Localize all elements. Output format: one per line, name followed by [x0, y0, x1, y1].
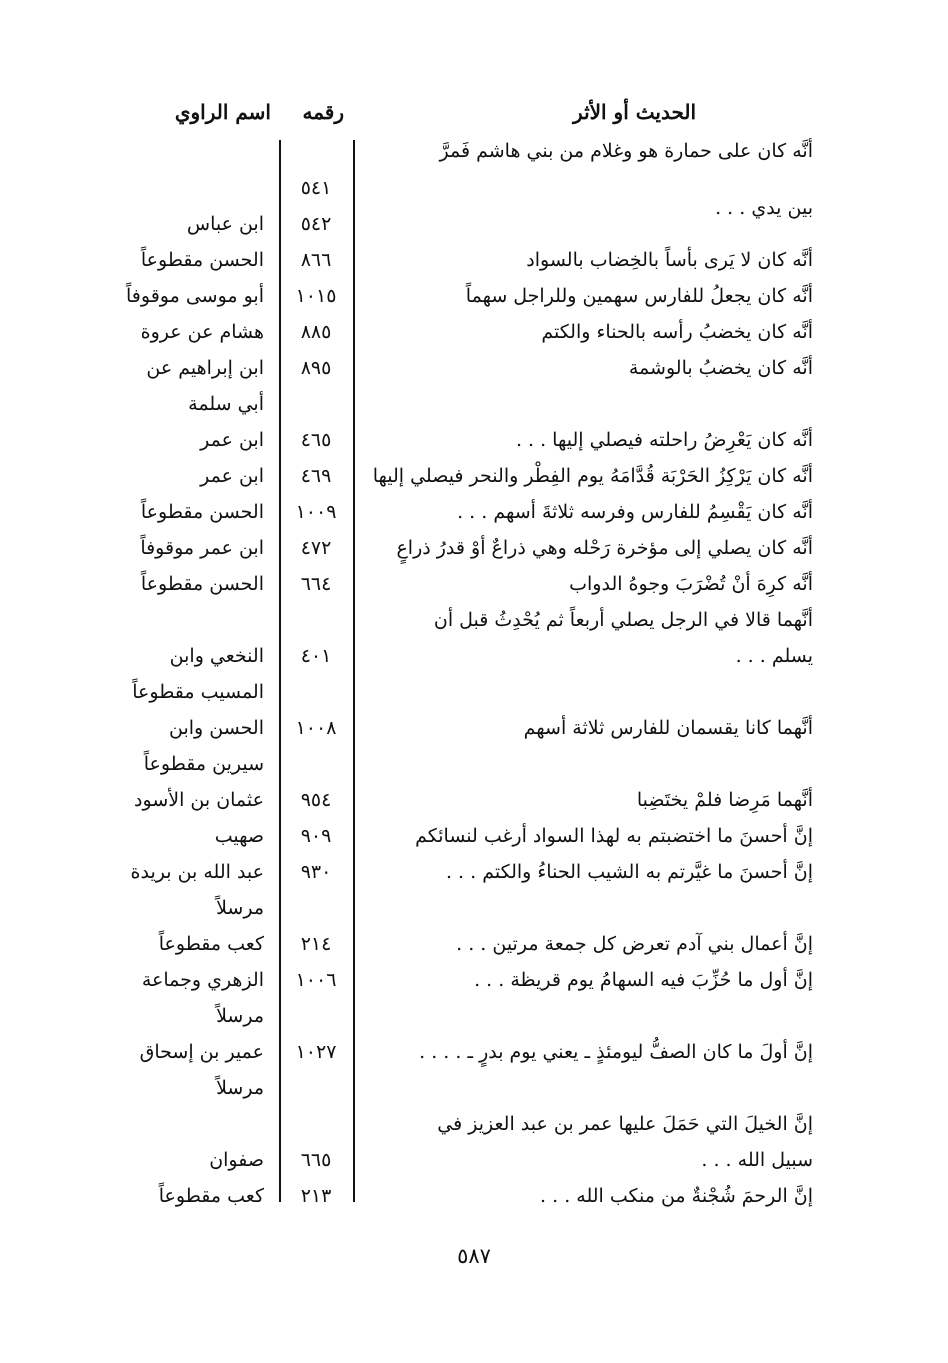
- hadith-text: أنَّه كان يصلي إلى مؤخرة رَحْله وهي ذراعٌ أوْ قدرُ ذراعٍ: [396, 537, 813, 559]
- hadith-number: ٥٤٢: [300, 213, 332, 235]
- hadith-number: ٩٠٩: [300, 825, 332, 847]
- narrator-name: صهيب: [214, 825, 264, 847]
- hadith-number: ٨٨٥: [300, 321, 332, 343]
- hadith-text: أنَّهما كانا يقسمان للفارس ثلاثة أسهم: [523, 717, 813, 739]
- narrator-name: الحسن مقطوعاً: [140, 573, 264, 595]
- hadith-text: أنَّه كان لا يَرى بأساً بالخِضاب بالسواد: [526, 249, 813, 271]
- table-row: [0, 710, 948, 746]
- hadith-text: أنَّهما قالا في الرجل يصلي أربعاً ثم يُحْدِثُ قبل أن: [433, 609, 813, 631]
- hadith-number: ٨٦٦: [300, 249, 332, 271]
- table-row: [0, 1178, 948, 1214]
- table-row: [0, 133, 948, 169]
- hadith-text: إنَّ أحسنَ ما اختضبتم به لهذا السواد أرغب لنسائكم: [415, 825, 813, 847]
- narrator-name: مرسلاً: [216, 1077, 264, 1099]
- hadith-text: أنَّه كان يَرْكِزُ الحَرْبَة قُدَّامَهُ يوم الفِطْر والنحر فيصلي إليها: [372, 465, 813, 487]
- narrator-name: الزهري وجماعة: [141, 969, 264, 991]
- table-row: [0, 386, 948, 422]
- table-row: [0, 242, 948, 278]
- table-row: [0, 1070, 948, 1106]
- table-row: [0, 926, 948, 962]
- narrator-name: الحسن وابن: [169, 717, 264, 739]
- table-row: [0, 458, 948, 494]
- hadith-number: ٦٦٥: [300, 1149, 332, 1171]
- narrator-name: أبي سلمة: [188, 393, 264, 415]
- narrator-name: عثمان بن الأسود: [134, 789, 264, 811]
- table-row: [0, 602, 948, 638]
- narrator-name: سيرين مقطوعاً: [143, 753, 264, 775]
- hadith-number: ٤٦٩: [300, 465, 332, 487]
- hadith-text: أنَّه كان يخضبُ بالوشمة: [628, 357, 813, 379]
- narrator-name: كعب مقطوعاً: [158, 1185, 264, 1207]
- narrator-name: النخعي وابن: [169, 645, 264, 667]
- table-row: [0, 1106, 948, 1142]
- narrator-name: عمير بن إسحاق: [139, 1041, 264, 1063]
- table-row: [0, 890, 948, 926]
- hadith-number: ١٠٠٦: [295, 969, 337, 991]
- narrator-name: ابن عمر موقوفاً: [140, 537, 264, 559]
- hadith-text: إنَّ أولَ ما كان الصفُّ ليومئذٍ ـ يعني يوم بدرٍ ـ . . . .: [419, 1041, 813, 1063]
- hadith-number: ١٠٠٩: [295, 501, 337, 523]
- header-hadith: الحديث أو الأثر: [573, 100, 696, 124]
- header-number: رقمه: [302, 100, 344, 124]
- hadith-number: ١٠٠٨: [295, 717, 337, 739]
- narrator-name: مرسلاً: [216, 897, 264, 919]
- table-row: [0, 422, 948, 458]
- hadith-text: أنَّهما مَرِضا فلمْ يختَضِبا: [636, 789, 813, 811]
- narrator-name: أبو موسى موقوفاً: [126, 285, 264, 307]
- table-row: [0, 962, 948, 998]
- hadith-text: إنَّ أعمال بني آدم تعرض كل جمعة مرتين . . .: [456, 933, 813, 955]
- hadith-text: إنَّ أول ما حُزِّبَ فيه السهامُ يوم قريظة . . .: [474, 969, 813, 991]
- hadith-number: ١٠٢٧: [295, 1041, 337, 1063]
- table-row: [0, 566, 948, 602]
- narrator-name: كعب مقطوعاً: [158, 933, 264, 955]
- hadith-number: ٤٠١: [300, 645, 332, 667]
- narrator-name: مرسلاً: [216, 1005, 264, 1027]
- hadith-number: ٦٦٤: [300, 573, 332, 595]
- hadith-number: ١٠١٥: [295, 285, 337, 307]
- table-row: [0, 530, 948, 566]
- table-row: [0, 782, 948, 818]
- hadith-number: ٢١٤: [300, 933, 332, 955]
- hadith-text: إنَّ أحسنَ ما غيَّرتم به الشيب الحناءُ والكتم . . .: [445, 861, 813, 883]
- hadith-number: ٢١٣: [300, 1185, 332, 1207]
- table-row: [0, 350, 948, 386]
- hadith-number: ٩٣٠: [300, 861, 332, 883]
- page-number: ٥٨٧: [457, 1244, 491, 1268]
- table-row: [0, 998, 948, 1034]
- hadith-number: ٨٩٥: [300, 357, 332, 379]
- header-narrator: اسم الراوي: [174, 100, 271, 124]
- narrator-name: الحسن مقطوعاً: [140, 501, 264, 523]
- narrator-name: ابن عمر: [200, 465, 264, 487]
- table-row: [0, 854, 948, 890]
- hadith-text: أنَّه كان على حمارة هو وغلام من بني هاشم فَمرَّ: [439, 140, 813, 162]
- hadith-number: ٤٧٢: [300, 537, 332, 559]
- narrator-name: ابن عمر: [200, 429, 264, 451]
- table-row: [0, 1034, 948, 1070]
- hadith-text: إنَّ الرحمَ شُجْنةٌ من منكب الله . . .: [540, 1185, 813, 1207]
- table-row: [0, 206, 948, 242]
- table-row: [0, 746, 948, 782]
- hadith-text: أنَّه كان يَقْسِمُ للفارس وفرسه ثلاثةَ أسهم . . .: [457, 501, 813, 523]
- table-row: [0, 1142, 948, 1178]
- hadith-text: إنَّ الخيلَ التي حَمَلَ عليها عمر بن عبد العزيز في: [437, 1113, 813, 1135]
- hadith-text: بين يدي . . .: [715, 197, 813, 219]
- hadith-text: أنَّه كان يجعلُ للفارس سهمين وللراجل سهماً: [465, 285, 813, 307]
- narrator-name: ابن إبراهيم عن: [146, 357, 264, 379]
- narrator-name: هشام عن عروة: [140, 321, 264, 343]
- table-row: [0, 638, 948, 674]
- hadith-text: أنَّه كرِهَ أنْ تُضْرَبَ وجوهُ الدواب: [569, 573, 813, 595]
- table-row: [0, 494, 948, 530]
- table-row: [0, 314, 948, 350]
- hadith-text: أنَّه كان يخضبُ رأسه بالحناء والكتم: [541, 321, 813, 343]
- hadith-number: ٤٦٥: [300, 429, 332, 451]
- table-row: [0, 674, 948, 710]
- narrator-name: عبد الله بن بريدة: [130, 861, 264, 883]
- narrator-name: صفوان: [209, 1149, 264, 1171]
- hadith-text: يسلم . . .: [735, 645, 813, 667]
- narrator-name: ابن عباس: [186, 213, 264, 235]
- table-row: [0, 818, 948, 854]
- narrator-name: المسيب مقطوعاً: [132, 681, 264, 703]
- hadith-text: أنَّه كان يَعْرِضُ راحلته فيصلي إليها . . .: [515, 429, 813, 451]
- table-row: [0, 278, 948, 314]
- hadith-text: سبيل الله . . .: [701, 1149, 813, 1171]
- hadith-number: ٥٤١: [300, 177, 332, 199]
- hadith-number: ٩٥٤: [300, 789, 332, 811]
- narrator-name: الحسن مقطوعاً: [140, 249, 264, 271]
